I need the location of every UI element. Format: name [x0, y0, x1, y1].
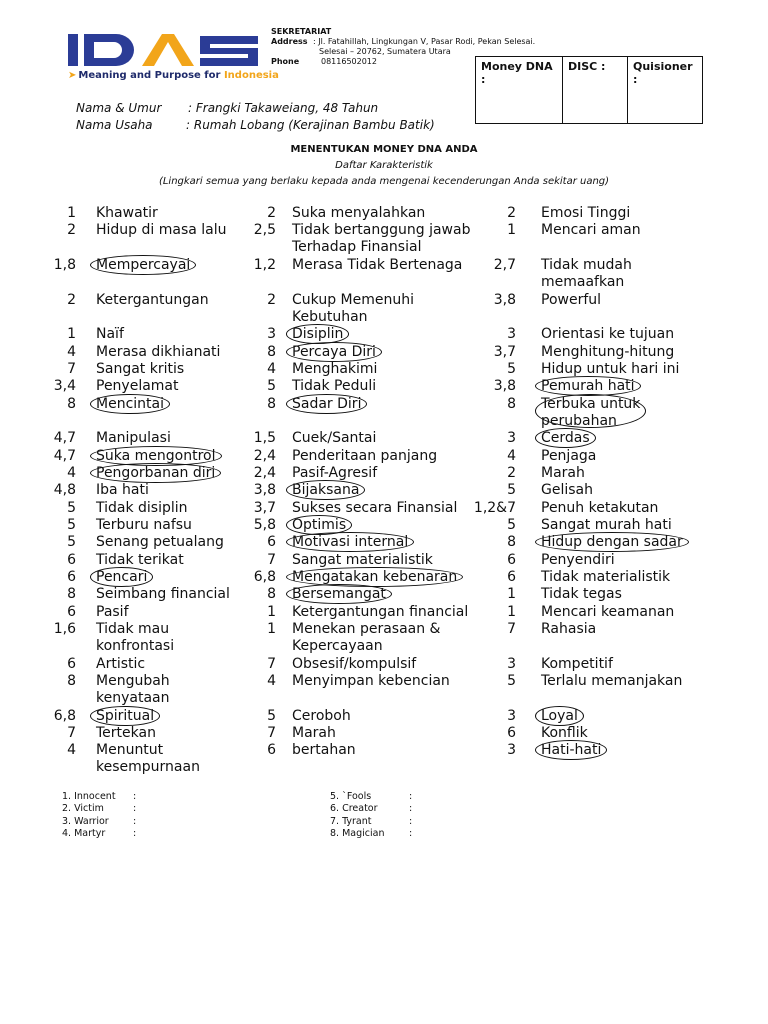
trait-label-cont: perubahan: [541, 413, 617, 429]
trait-score: 7: [507, 621, 516, 637]
trait-label[interactable]: Penuh ketakutan: [541, 500, 659, 516]
trait-label[interactable]: Konflik: [541, 725, 588, 741]
archetype-label: 3. Warrior: [62, 815, 109, 827]
trait-score: 6,8: [253, 569, 276, 585]
trait-score: 4: [267, 361, 276, 377]
archetype-answer[interactable]: :: [409, 815, 413, 827]
circled-trait-oval: [90, 463, 221, 483]
trait-label[interactable]: Percaya Diri: [292, 344, 376, 360]
trait-label[interactable]: Penderitaan panjang: [292, 448, 438, 464]
trait-score: 5: [67, 534, 76, 550]
trait-score: 2: [267, 205, 276, 221]
trait-label[interactable]: Tidak mudah: [541, 257, 632, 273]
trait-score: 2: [267, 292, 276, 308]
quisioner-cell[interactable]: Quisioner :: [633, 60, 693, 86]
trait-label[interactable]: Mencintai: [96, 396, 164, 412]
trait-label[interactable]: Tertekan: [96, 725, 156, 741]
phone-label: Phone: [271, 57, 300, 66]
trait-label[interactable]: Cukup Memenuhi: [292, 292, 414, 308]
trait-label[interactable]: Merasa Tidak Bertenaga: [292, 257, 463, 273]
trait-score: 2,7: [493, 257, 516, 273]
trait-score: 8: [67, 586, 76, 602]
money-dna-cell[interactable]: Money DNA :: [476, 57, 563, 123]
trait-score: 3,8: [493, 292, 516, 308]
trait-score: 1: [267, 621, 276, 637]
archetype-answer[interactable]: :: [133, 791, 137, 802]
trait-label[interactable]: Menghitung-hitung: [541, 344, 675, 360]
trait-label[interactable]: Penyendiri: [541, 552, 615, 568]
page-instruction: (Lingkari semua yang berlaku kepada anda mengenai kecenderungan Anda sekitar uang): [158, 176, 610, 187]
circled-trait-oval: [286, 394, 367, 414]
trait-score: 7: [267, 725, 276, 741]
trait-label[interactable]: Marah: [541, 465, 585, 481]
trait-label[interactable]: Terlalu memanjakan: [541, 673, 683, 689]
trait-score: 2,4: [253, 465, 276, 481]
trait-score: 6: [67, 656, 76, 672]
business-label: Nama Usaha: [76, 118, 153, 132]
trait-label[interactable]: Hati-hati: [541, 742, 602, 758]
archetype-label: 1. Innocent: [62, 791, 116, 802]
trait-score: 5,8: [253, 517, 276, 533]
trait-score: 3: [507, 708, 516, 724]
trait-label[interactable]: Pasif: [96, 604, 129, 620]
trait-score: 3,7: [253, 500, 276, 516]
trait-label[interactable]: Tidak Peduli: [292, 378, 377, 394]
circled-trait-oval: [90, 255, 196, 275]
trait-label[interactable]: Iba hati: [96, 482, 149, 498]
trait-score: 1: [267, 604, 276, 620]
trait-label[interactable]: Terbuka untuk: [541, 396, 641, 412]
archetype-answer[interactable]: :: [133, 815, 137, 827]
trait-label[interactable]: Rahasia: [541, 621, 597, 637]
trait-score: 2,4: [253, 448, 276, 464]
trait-score: 8: [267, 344, 276, 360]
trait-score: 3: [507, 326, 516, 342]
trait-score: 8: [67, 673, 76, 689]
trait-label[interactable]: Sangat materialistik: [292, 552, 433, 568]
trait-score: 3,4: [53, 378, 76, 394]
circled-trait-oval: [286, 584, 392, 604]
trait-label[interactable]: Khawatir: [96, 205, 158, 221]
circled-trait-oval: [535, 532, 689, 552]
trait-score: 6: [67, 604, 76, 620]
circled-trait-oval: [535, 706, 584, 726]
trait-label[interactable]: Gelisah: [541, 482, 593, 498]
archetype-label: 2. Victim: [62, 803, 104, 815]
trait-label[interactable]: Mencari keamanan: [541, 604, 675, 620]
trait-label[interactable]: Sadar Diri: [292, 396, 362, 412]
trait-label[interactable]: Powerful: [541, 292, 602, 308]
trait-score: 7: [67, 725, 76, 741]
trait-score: 5: [267, 378, 276, 394]
circled-trait-oval: [286, 567, 463, 587]
business-value: : Rumah Lobang (Kerajinan Bambu Batik): [186, 118, 435, 132]
trait-score: 1,8: [53, 257, 76, 273]
trait-score: 6: [67, 552, 76, 568]
trait-label-cont: Terhadap Finansial: [292, 239, 422, 255]
circled-trait-oval: [90, 706, 160, 726]
trait-score: 4,8: [53, 482, 76, 498]
trait-label[interactable]: Ceroboh: [292, 708, 351, 724]
trait-score: 6: [507, 569, 516, 585]
archetype-answer[interactable]: :: [133, 803, 137, 815]
address-label: Address: [271, 37, 308, 46]
trait-score: 8: [67, 396, 76, 412]
trait-label[interactable]: Marah: [292, 725, 336, 741]
trait-label[interactable]: Tidak terikat: [96, 552, 184, 568]
trait-label[interactable]: Sangat kritis: [96, 361, 185, 377]
trait-label[interactable]: Sukses secara Finansial: [292, 500, 458, 516]
trait-label[interactable]: Emosi Tinggi: [541, 205, 631, 221]
trait-label[interactable]: Hidup di masa lalu: [96, 222, 227, 238]
circled-trait-oval: [286, 480, 365, 500]
disc-cell[interactable]: DISC :: [563, 57, 628, 123]
page-subtitle: Daftar Karakteristik: [335, 160, 433, 171]
trait-label[interactable]: Spiritual: [96, 708, 155, 724]
trait-score: 5: [507, 361, 516, 377]
trait-label-cont: kenyataan: [96, 690, 170, 706]
trait-label[interactable]: Hidup dengan sadar: [541, 534, 683, 550]
trait-label[interactable]: Kompetitif: [541, 656, 613, 672]
trait-label[interactable]: Mempercayai: [96, 257, 191, 273]
trait-label[interactable]: Bijaksana: [292, 482, 360, 498]
trait-label[interactable]: Seimbang financial: [96, 586, 230, 602]
archetype-label: 7. Tyrant: [330, 815, 372, 827]
trait-label-cont: memaafkan: [541, 274, 625, 290]
trait-score: 6: [507, 725, 516, 741]
trait-label[interactable]: Pasif-Agresif: [292, 465, 378, 481]
trait-score: 7: [267, 656, 276, 672]
trait-score: 5: [507, 517, 516, 533]
trait-score: 6: [507, 552, 516, 568]
trait-score: 8: [507, 534, 516, 550]
page-title: MENENTUKAN MONEY DNA ANDA: [290, 144, 478, 155]
trait-label[interactable]: Cuek/Santai: [292, 430, 377, 446]
archetype-answer[interactable]: :: [409, 827, 413, 839]
trait-score: 6: [67, 569, 76, 585]
trait-label[interactable]: Tidak disiplin: [96, 500, 188, 516]
trait-label[interactable]: Motivasi internal: [292, 534, 409, 550]
trait-label-cont: kesempurnaan: [96, 759, 200, 775]
circled-trait-oval: [286, 532, 414, 552]
trait-label[interactable]: Sangat murah hati: [541, 517, 672, 533]
trait-score: 1: [67, 326, 76, 342]
trait-score: 3,8: [253, 482, 276, 498]
trait-label-cont: konfrontasi: [96, 638, 175, 654]
secretariat-title: SEKRETARIAT: [271, 27, 332, 36]
trait-label[interactable]: Optimis: [292, 517, 347, 533]
trait-score: 3: [507, 430, 516, 446]
dna-result-table: [475, 56, 703, 124]
trait-score: 2: [507, 205, 516, 221]
trait-score: 1: [507, 586, 516, 602]
trait-score: 1,2&7: [473, 500, 516, 516]
address-line1: : Jl. Fatahillah, Lingkungan V, Pasar Rodi, Pekan Selesai.: [313, 37, 536, 46]
archetype-label: 6. Creator: [330, 803, 378, 815]
trait-label[interactable]: Suka menyalahkan: [292, 205, 426, 221]
trait-score: 4: [67, 465, 76, 481]
trait-label-cont: Kebutuhan: [292, 309, 368, 325]
trait-label[interactable]: Hidup untuk hari ini: [541, 361, 680, 377]
archetype-answer[interactable]: :: [409, 803, 413, 815]
trait-score: 3: [507, 742, 516, 758]
trait-score: 8: [507, 396, 516, 412]
trait-label[interactable]: Tidak tegas: [541, 586, 622, 602]
name-value: : Frangki Takaweiang, 48 Tahun: [188, 101, 379, 115]
trait-label[interactable]: Loyal: [541, 708, 578, 724]
circled-trait-oval: [535, 376, 641, 396]
archetype-label: 4. Martyr: [62, 827, 106, 839]
trait-score: 4: [267, 673, 276, 689]
phone-value: 08116502012: [321, 57, 377, 66]
circled-trait-oval: [90, 567, 153, 587]
trait-score: 4: [507, 448, 516, 464]
trait-label-cont: Kepercayaan: [292, 638, 383, 654]
logo-tagline: ➤ Meaning and Purpose for Indonesia: [68, 70, 279, 81]
trait-score: 8: [267, 586, 276, 602]
trait-label[interactable]: Disiplin: [292, 326, 344, 342]
archetype-label: 8. Magician: [330, 827, 385, 839]
trait-score: 7: [67, 361, 76, 377]
circled-trait-oval: [535, 394, 646, 428]
trait-score: 4,7: [53, 430, 76, 446]
trait-score: 2: [67, 292, 76, 308]
circled-trait-oval: [535, 428, 596, 448]
trait-label[interactable]: Tidak mau: [96, 621, 170, 637]
trait-label[interactable]: Menghakimi: [292, 361, 378, 377]
trait-label[interactable]: Ketergantungan financial: [292, 604, 469, 620]
trait-label[interactable]: bertahan: [292, 742, 356, 758]
trait-label[interactable]: Tidak bertanggung jawab: [292, 222, 471, 238]
trait-label[interactable]: Orientasi ke tujuan: [541, 326, 675, 342]
trait-score: 1,6: [53, 621, 76, 637]
trait-score: 1: [507, 222, 516, 238]
trait-label[interactable]: Manipulasi: [96, 430, 171, 446]
trait-label[interactable]: Terburu nafsu: [96, 517, 192, 533]
trait-label[interactable]: Penjaga: [541, 448, 597, 464]
trait-score: 5: [67, 500, 76, 516]
trait-score: 2: [507, 465, 516, 481]
trait-score: 5: [267, 708, 276, 724]
trait-label[interactable]: Mengatakan kebenaran: [292, 569, 458, 585]
trait-score: 1: [67, 205, 76, 221]
archetype-label: 5. `Fools: [330, 791, 372, 802]
trait-label[interactable]: Penyelamat: [96, 378, 179, 394]
address-line2: Selesai – 20762, Sumatera Utara: [319, 47, 451, 56]
trait-score: 5: [507, 673, 516, 689]
trait-score: 5: [507, 482, 516, 498]
trait-label[interactable]: Mengubah: [96, 673, 170, 689]
trait-label[interactable]: Pengorbanan diri: [96, 465, 216, 481]
trait-score: 5: [67, 517, 76, 533]
trait-label[interactable]: Pencari: [96, 569, 148, 585]
circled-trait-oval: [286, 342, 382, 362]
trait-score: 8: [267, 396, 276, 412]
trait-label[interactable]: Senang petualang: [96, 534, 224, 550]
trait-score: 3,7: [493, 344, 516, 360]
trait-label[interactable]: Menyimpan kebencian: [292, 673, 450, 689]
trait-label[interactable]: Suka mengontrol: [96, 448, 216, 464]
trait-score: 2,5: [253, 222, 276, 238]
trait-score: 1,5: [253, 430, 276, 446]
trait-score: 6: [267, 534, 276, 550]
trait-score: 4,7: [53, 448, 76, 464]
trait-label[interactable]: Ketergantungan: [96, 292, 209, 308]
trait-label[interactable]: Menuntut: [96, 742, 164, 758]
trait-score: 3: [267, 326, 276, 342]
trait-score: 2: [67, 222, 76, 238]
trait-label[interactable]: Artistic: [96, 656, 146, 672]
trait-score: 1: [507, 604, 516, 620]
circled-trait-oval: [90, 394, 170, 414]
trait-label[interactable]: Bersemangat: [292, 586, 386, 602]
trait-score: 7: [267, 552, 276, 568]
trait-score: 4: [67, 742, 76, 758]
circled-trait-oval: [286, 324, 349, 344]
trait-score: 6: [267, 742, 276, 758]
trait-label[interactable]: Merasa dikhianati: [96, 344, 221, 360]
trait-label[interactable]: Menekan perasaan &: [292, 621, 441, 637]
trait-score: 4: [67, 344, 76, 360]
trait-score: 1,2: [253, 257, 276, 273]
trait-label[interactable]: Tidak materialistik: [541, 569, 671, 585]
trait-label[interactable]: Naïf: [96, 326, 124, 342]
name-label: Nama & Umur: [76, 101, 162, 115]
trait-score: 6,8: [53, 708, 76, 724]
trait-label[interactable]: Mencari aman: [541, 222, 641, 238]
trait-label[interactable]: Cerdas: [541, 430, 590, 446]
trait-label[interactable]: Obsesif/kompulsif: [292, 656, 417, 672]
trait-label[interactable]: Pemurah hati: [541, 378, 635, 394]
archetype-answer[interactable]: :: [133, 827, 137, 839]
trait-score: 3: [507, 656, 516, 672]
trait-score: 3,8: [493, 378, 516, 394]
archetype-answer[interactable]: :: [409, 791, 413, 802]
circled-trait-oval: [535, 740, 607, 760]
